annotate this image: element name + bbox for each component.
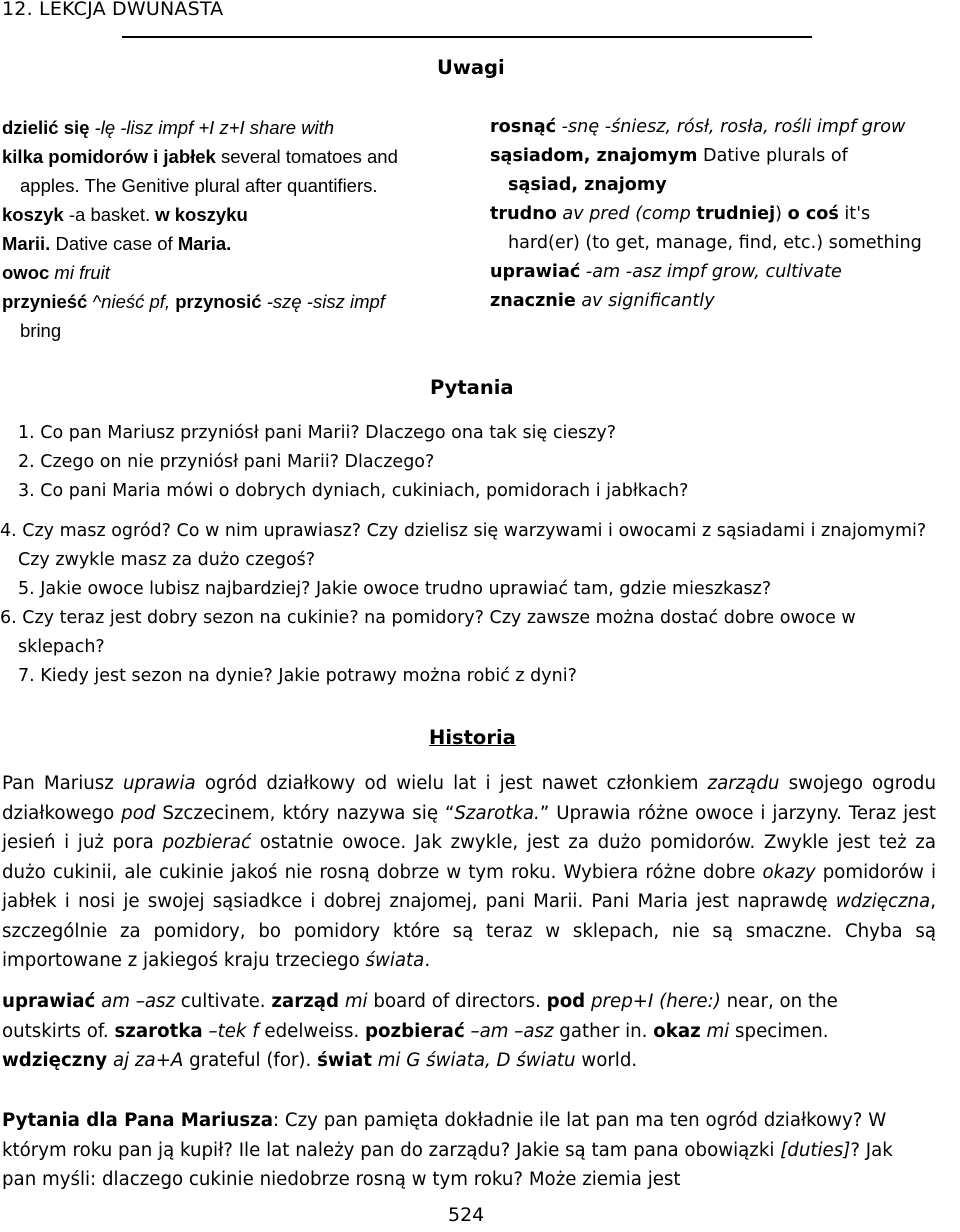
question-item: 7. Kiedy jest sezon na dynie? Jakie potrawy można robić z dyni? bbox=[18, 666, 577, 686]
story-text: Pan Mariusz uprawia ogród działkowy od wielu lat i jest nawet członkiem zarządu swojego ogrodu działkowego pod Szczecinem, który nazywa się “Szarotka.” Uprawia różne owoce i jarzyny. Teraz jest jesień i już pora pozbierać ostatnie owoce. Jak zwykle, jest za dużo pomidorów. Zwykle jest też za dużo cukinii, ale cukinie jakoś nie rosną dobrze w tym roku. Wybiera różne dobre okazy pomidorów i jabłek i nosi je swojej sąsiadkce i dobrej znajomej, pani Marii. Pani Maria jest naprawdę wdzięczna, szczególnie za pomidory, bo pomidory które są teraz w sklepach, nie są smaczne. Chyba są importowane z jakiegoś kraju trzeciego świata. bbox=[2, 773, 937, 971]
vocab-entry: trudno av pred (comp trudniej) o coś it's bbox=[490, 204, 871, 224]
vocab-entry: kilka pomidorów i jabłek several tomatoes and bbox=[2, 146, 398, 167]
vocab-entry: bring bbox=[20, 320, 62, 341]
vocab-entry: apples. The Genitive plural after quantifiers. bbox=[20, 175, 378, 196]
vocab-entry: rosnąć -snę -śniesz, rósł, rosła, rośli impf grow bbox=[490, 117, 906, 137]
vocab-left-column bbox=[2, 113, 472, 345]
vocab-right-column bbox=[490, 113, 958, 316]
question-item: 5. Jakie owoce lubisz najbardziej? Jakie owoce trudno uprawiać tam, gdzie mieszkasz? bbox=[18, 579, 772, 599]
pytania-title: Pytania bbox=[430, 376, 514, 399]
vocab-entry: sąsiad, znajomy bbox=[508, 175, 667, 195]
vocab-entry: Marii. Dative case of Maria. bbox=[2, 233, 232, 254]
lesson-header: 12. LEKCJA DWUNASTA bbox=[2, 0, 224, 20]
vocab-entry: sąsiadom, znajomym Dative plurals of bbox=[490, 146, 848, 166]
historia-title: Historia bbox=[429, 726, 516, 749]
questions-for-mariusz: Pytania dla Pana Mariusza: Czy pan pamięta dokładnie ile lat pan ma ten ogród działkowy? W którym roku pan ją kupił? Ile lat należy pan do zarządu? Jakie są tam pana obowiązki [duties]? Jak pan myśli: dlaczego cukinie niedobrze rosną w tym roku? Może ziemia jest bbox=[2, 1110, 893, 1190]
questions-list bbox=[0, 419, 938, 691]
vocab-entry: przynieść ^nieść pf, przynosić -szę -sisz impf bbox=[2, 291, 385, 312]
vocab-entry: hard(er) (to get, manage, find, etc.) something bbox=[508, 233, 922, 253]
header-rule bbox=[122, 36, 812, 38]
question-item: 1. Co pan Mariusz przyniósł pani Marii? Dlaczego ona tak się cieszy? bbox=[18, 423, 617, 443]
page-number: 524 bbox=[448, 1204, 485, 1226]
vocab-entry: koszyk -a basket. w koszyku bbox=[2, 204, 248, 225]
question-item: 3. Co pani Maria mówi o dobrych dyniach, cukiniach, pomidorach i jabłkach? bbox=[18, 481, 689, 501]
vocab-entry: znacznie av significantly bbox=[490, 291, 715, 311]
story-glossary: uprawiać am –asz cultivate. zarząd mi board of directors. pod prep+I (here:) near, on the outskirts of. szarotka –tek f edelweiss. pozbierać –am –asz gather in. okaz mi specimen. wdzięczny aj za+A grateful (for). świat mi G świata, D światu world. bbox=[2, 991, 838, 1071]
question-item: 2. Czego on nie przyniósł pani Marii? Dlaczego? bbox=[18, 452, 435, 472]
vocab-entry: dzielić się -lę -lisz impf +I z+I share with bbox=[2, 117, 335, 138]
uwagi-title: Uwagi bbox=[437, 56, 505, 79]
vocab-entry: uprawiać -am -asz impf grow, cultivate bbox=[490, 262, 842, 282]
vocab-entry: owoc mi fruit bbox=[2, 262, 110, 283]
questions-for-mariusz-label: Pytania dla Pana Mariusza bbox=[2, 1110, 274, 1131]
question-item: 4. Czy masz ogród? Co w nim uprawiasz? Czy dzielisz się warzywami i owocami z sąsiadami i znajomymi? Czy zwykle masz za dużo czegoś? bbox=[0, 521, 927, 570]
question-item: 6. Czy teraz jest dobry sezon na cukinie? na pomidory? Czy zawsze można dostać dobre owoce w sklepach? bbox=[0, 608, 856, 657]
